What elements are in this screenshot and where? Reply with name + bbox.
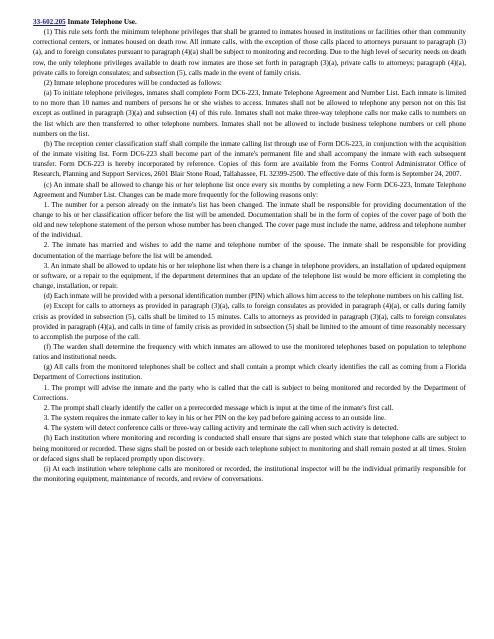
- paragraph-2a: (a) To initiate telephone privileges, inmates shall complete Form DC6-223, Inmate Telephone Agreement and Number List. Each inmate is limited to no more than 10 names and numbers of persons he or she wishes to access. Inmates shall not be allowed to telephone any person not on this list except as outlined in paragraph (3)(a) and subsection (4) of this rule. Inmates shall not make three-way telephone calls nor make calls to numbers on the list which are then transferred to other telephone numbers. Inmates shall not be allowed to include business telephone numbers or cell phone numbers on the list.: [33, 89, 466, 138]
- paragraph-1: (1) This rule sets forth the minimum telephone privileges that shall be granted to inmates housed in institutions or facilities other than community correctional centers, or inmates housed on death row. All inmate calls, with the exception of those calls placed to attorneys pursuant to paragraph (3)(a), and to foreign consulates pursuant to paragraph (4)(a) shall be subject to monitoring and recording. Due to the high level of security needs on death row, the only telephone privileges available to death row inmates are those set forth in paragraph (3)(a), private calls to attorneys; paragraph (4)(a), private calls to foreign consulates; and subsection (5), calls made in the event of family crisis.: [33, 28, 466, 77]
- paragraph-2g-2: 2. The prompt shall clearly identify the caller on a prerecorded message which is input at the time of the inmate's first call.: [43, 403, 394, 412]
- paragraph-2g-3: 3. The system requires the inmate caller to key in his or her PIN on the key pad before gaining access to an outside line.: [43, 414, 386, 423]
- document-page: [33, 17, 466, 484]
- paragraph-2f: (f) The warden shall determine the frequency with which inmates are allowed to use the monitored telephones based on population to telephone ratios and institutional needs.: [33, 343, 466, 362]
- rule-title: Inmate Telephone Use.: [67, 18, 137, 26]
- paragraph-2g-1: 1. The prompt will advise the inmate and the party who is called that the call is subject to being monitored and recorded by the Department of Corrections.: [33, 383, 466, 402]
- paragraph-2c: (c) An inmate shall be allowed to change his or her telephone list once every six months by completing a new Form DC6-223, Inmate Telephone Agreement and Number List. Changes can be made more frequently for the following reasons only:: [33, 180, 466, 199]
- paragraph-2d: (d) Each inmate will be provided with a personal identification number (PIN) which allows him access to the telephone numbers on his calling list.: [43, 292, 464, 301]
- paragraph-2g-4: 4. The system will detect conference calls or three-way calling activity and terminate the call when such activity is detected.: [43, 424, 399, 433]
- paragraph-2g: (g) All calls from the monitored telephones shall be collect and shall contain a prompt which clearly identifies the call as coming from a Florida Department of Corrections institution.: [33, 363, 466, 382]
- paragraph-2h: (h) Each institution where monitoring and recording is conducted shall ensure that signs are posted which state that telephone calls are subject to being monitored or recorded. These signs shall be posted on or beside each telephone subject to monitoring and shall remain posted at all times. Stolen or defaced signs shall be replaced promptly upon discovery.: [33, 434, 466, 463]
- paragraph-2c-1: 1. The number for a person already on the inmate's list has been changed. The inmate shall be responsible for providing documentation of the change to his or her classification officer before the list will be amended. Documentation shall be in the form of copies of the cover page of both the old and new telephone statement of the person whose number has been changed. The cover page must include the name, address and telephone number of the individual.: [33, 200, 466, 240]
- paragraph-2e: (e) Except for calls to attorneys as provided in paragraph (3)(a), calls to foreign consulates as provided in paragraph (4)(a), or calls during family crisis as provided in subsection (5), calls shall be limited to 15 minutes. Calls to attorneys as provided in paragraph (3)(a), calls to foreign consulates provided in paragraph (4)(a), and calls in time of family crisis as provided in subsection (5) shall be limited to the amount of time reasonably necessary to accomplish the purpose of the call.: [33, 302, 466, 341]
- paragraph-2c-3: 3. An inmate shall be allowed to update his or her telephone list when there is a change in telephone providers, an installation of updated equipment or software, or a repair to the equipment, if the department determines that an update of the telephone list would be more efficient in completing the change, installation, or repair.: [33, 261, 466, 291]
- paragraph-2b: (b) The reception center classification staff shall compile the inmate calling list through use of Form DC6-223, in conjunction with the acquisition of the inmate visiting list. Form DC6-223 shall become part of the inmate's permanent file and shall accompany the inmate with each subsequent transfer. Form DC6-223 is hereby incorporated by reference. Copies of this form are available from the Forms Control Administrator Office of Research, Planning and Support Services, 2601 Blair Stone Road, Tallahassee, FL 32399-2500. The effective date of this form is September 24, 2007.: [33, 139, 466, 179]
- rule-number-link[interactable]: 33-602.205: [33, 18, 66, 26]
- paragraph-2c-2: 2. The inmate has married and wishes to add the name and telephone number of the spouse. The inmate shall be responsible for providing documentation of the marriage before the list will be amended.: [33, 241, 466, 260]
- rule-heading: [33, 17, 466, 27]
- paragraph-2: (2) Inmate telephone procedures will be conducted as follows:: [43, 78, 222, 87]
- paragraph-2i: (i) At each institution where telephone calls are monitored or recorded, the institutional inspector will be the individual primarily responsible for the monitoring equipment, maintenance of records, and review of conversations.: [33, 464, 466, 484]
